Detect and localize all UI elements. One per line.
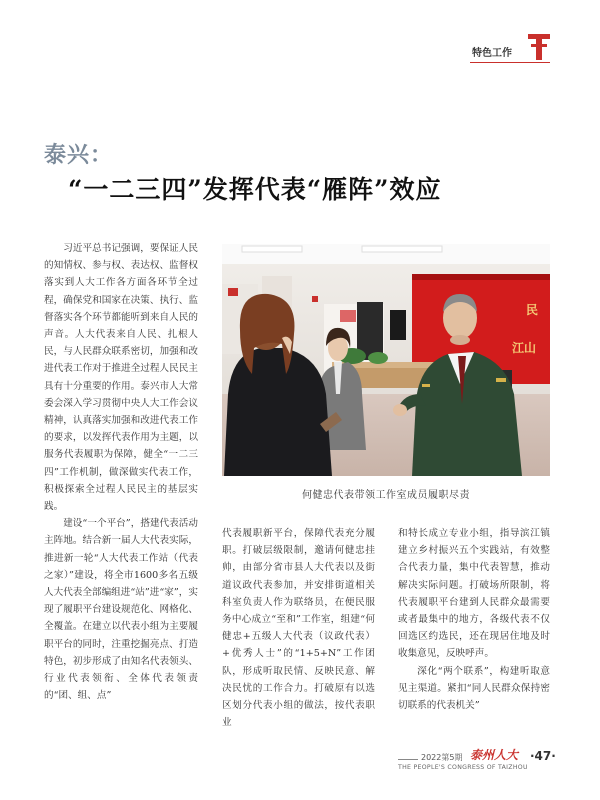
paragraph: 建设“一个平台”，搭建代表活动主阵地。结合新一届人大代表实际，推进新一轮“人大代表工作站（代表之家）”建设，将全市1600多名五级人大代表全部编组进“站”进“家”，实现了履职平台建设规范化、网格化、全覆盖。在建立以代表小组为主要履职平台的同时，注重挖掘亮点、打造特色，初步形成了由知名代表领头、行业代表领衔、全体代表领责的“团、组、点” (44, 518, 198, 702)
paragraph: 习近平总书记强调，要保证人民的知情权、参与权、表达权、监督权落实到人大工作各方面各环节全过程，确保党和国家在决策、执行、监督落实各个环节都能听到来自人民的声音。人大代表来自人民、扎根人民，与人民群众联系密切，加强和改进代表工作对于推进全过程人民民主具有十分重要的作用。泰兴市人大常委会深入学习贯彻中央人大工作会议精神，认真落实加强和改进代表工作的要求，以发挥代表作用为主题，以服务代表履职为保障，健全“一二三四”工作机制，做深做实代表工作，积极探索全过程人民民主的基层实践。 (44, 243, 198, 513)
banner-text: 民 (526, 303, 539, 317)
magazine-english-name: THE PEOPLE'S CONGRESS OF TAIZHOU (398, 764, 528, 771)
paragraph: 和特长成立专业小组，指导滨江镇建立乡村振兴五个实践站，有效整合代表力量，集中代表智慧，推动解决实际问题。打破场所限制，将代表履职平台建到人民群众最需要或者最集中的地方，各级代表不仅回选区约选民，还在现居住地及时收集意见，反映呼声。 (398, 528, 550, 660)
article-photo (222, 244, 550, 476)
section-divider (470, 62, 550, 63)
magazine-brand: 泰州人大 (470, 748, 519, 762)
footer-divider (398, 759, 418, 760)
text-column-2 (222, 525, 375, 731)
section-logo-icon (528, 34, 550, 60)
section-tag: 特色工作 (472, 48, 512, 59)
text-column-3 (398, 525, 550, 714)
paragraph: 代表履职新平台，保障代表充分履职。打破层级限制，邀请何健忠挂帅，由部分省市县人大代表以及街道议政代表参加，并安排街道相关科室负责人作为联络员，在便民服务中心成立“至和”工作室，组建“何健忠+五级人大代表（议政代表）+优秀人士”的“1+5+N”工作团队，形成听取民情、反映民意、解决民忧的工作合力。打破原有以选区划分代表小组的做法，按代表职业 (222, 528, 375, 729)
article-headline: “一二三四”发挥代表“雁阵”效应 (68, 175, 442, 204)
banner-text: 江山 (512, 341, 537, 355)
text-column-1 (44, 240, 198, 704)
paragraph: 深化“两个联系”，构建听取意见主渠道。紧扣“同人民群众保持密切联系的代表机关” (398, 665, 550, 712)
photo-caption: 何健忠代表带领工作室成员履职尽责 (302, 490, 470, 501)
page-number: ·47· (530, 749, 556, 763)
article-kicker: 泰兴： (44, 143, 114, 168)
issue-label: 2022第5期 (421, 753, 463, 762)
